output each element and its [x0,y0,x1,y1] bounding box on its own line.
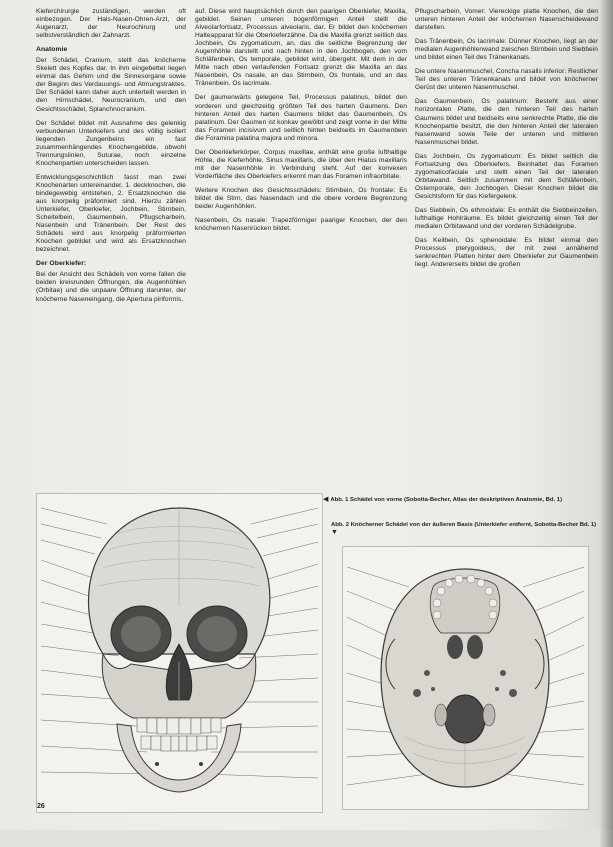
text-column-right [415,8,598,275]
paragraph: Entwicklungsgeschichtlich fasst man zwei Knochenarten untereinander, 1. deckknochen, die bindegewebig entstehen, 2. Ersatzknochen die aus knorpelig präformiert sind. Hierzu zählen Unterkiefer, Oberkiefer, Jochbein, Stirnbein, Scheitelbein, Gaumenbein, Pflugscharbein, Nasenbein und Tränenbein. Der Rest des Schädels wird aus knorpelig präformierten Knochen gebildet und wird als Ersatzknochen bezeichnet. [36,173,186,254]
skull-front-illustration [37,494,322,812]
paragraph: auf. Diese wird hauptsächlich durch den paarigen Oberkiefer, Maxilla, gebildet. Seinen unteren bogenförmigen Anteil stellt die Alveolarfortsatz, Processus alveolaris, dar. Er bildet den knöchernen Halteapparat für die Oberkieferzähne. Da die Maxilla grenzt seitlich das Jochbein, Os zygomaticum, an, das die seitliche Begrenzung der Augenhöhle darstellt und nach hinten in den Jochbogen, den vom Schläfenbein, Os temporale, gebildet wird, übergeht. Mit dem in der Mitte nach oben verlaufenden Fortsatz grenzt die Maxilla an das Nasenbein, Os nasale, an das Stirnbein, Os frontale, und an das Tränenbein, Os lacrimale. [195,8,407,88]
skull-base-illustration [343,547,588,809]
figure-skull-front [36,493,323,813]
paragraph: Weitere Knochen des Gesichtsschädels: Stirnbein, Os frontale: Es bildet die Stirn, das Nasendach und die obere vordere Begrenzung beider Augenhöhlen. [195,186,407,211]
text-column-middle [195,8,407,239]
paragraph: Das Keilbein, Os sphenoidale: Es bildet einmal den Processus pterygoideus, der mit zwei annähernd senkrechten Platten hinter dem Oberkiefer zur Gaumenbein liegt. Andererseits bildet die großen [415,237,598,269]
paragraph: Das Siebbein, Os ethmoidale: Es enthält die Siebbeinzellen, lufthaltige Hohlräume. Es bildet gleichzeitig einen Teil der medialen Orbitawand und der vorderen Schädelgrube. [415,206,598,231]
paragraph: Bei der Ansicht des Schädels von vorne fallen die beiden kreisrunden Öffnungen, die Augenhöhlen (Orbitae) und die unpaare Öffnung darunter, der knöcherne Naseneingang, die Apertura piriformis, [36,271,186,303]
binding-shadow [599,0,613,847]
figure-skull-base [342,546,589,810]
text-column-left [36,8,186,310]
section-heading-anatomie: Anatomie [36,46,68,54]
section-heading-oberkiefer: Der Oberkiefer: [36,260,87,268]
page-bottom-margin [0,830,613,847]
paragraph: Die untere Nasenmuschel, Concha nasalis inferior: Restlicher Teil des unteren Tränenkanals und bildet von knöcherner Gerüst der unteren Nasenmuschel. [415,68,598,92]
arrow-down-icon: ▼ [331,529,338,537]
arrow-left-icon: ◀ [323,496,329,503]
paragraph: Das Gaumenbein, Os palatinum: Besteht aus einer horizontalen Platte, die den hinteren Teil des harten Gaumens bildet und beidseits eine senkrechte Platte, die die Knochenpartie besitzt, die den hinteren Anteil der lateralen Nasenwand sowie Teile der unteren und mittleren Nasenmuschel bildet. [415,98,598,146]
paragraph: Der gaumenwärts gelegene Teil, Processus palatinus, bildet den vorderen und gleichzeitig größten Teil des harten Gaumens. Den hinteren Anteil des harten Gaumens bildet das Gaumenbein, Os palatinum. Der Gaumen ist konkav gewölbt und zeigt vorne in der Mitte das Foramen incisivum und seitlich hinten beidseits im Gaumenbein die Foramina palatina majora und minora. [195,94,407,142]
paragraph: Das Tränenbein, Os lacrimale: Dünner Knochen, liegt an der medialen Augenhöhlenwand zwischen Stirnbein und Siebbein und bildet einen Teil des Tränenkanals. [415,38,598,62]
figure-1-caption: ◀ Abb. 1 Schädel von vorne (Sobotta-Becher, Atlas der deskriptiven Anatomie, Bd. 1) [323,496,563,503]
paragraph: Das Jochbein, Os zygomaticum: Es bildet seitlich die Fortsetzung des Oberkiefers. Beinhaltet das Foramen zygomaticofaciale und stellt einen Teil der lateralen Orbitawand. Seitlich zusammen mit dem Schläfenbein, Ostemporale, den Jochbogen. Dieser Knochen bildet die Gesichtsform für das Kiefergelenk. [415,152,598,200]
paragraph: Kieferchirurgie zuständigen, werden oft einbezogen. Der Hals-Nasen-Ohren-Arzt, der Augenarzt, der Neurochirurg und selbstverständlich der Zahnarzt. [36,8,186,40]
paragraph: Der Schädel bildet mit Ausnahme des gelenkig verbundenen Unterkiefers und des völlig isoliert liegenden Zungenbeins ein fast zusammenhängendes Knochengebilde, obwohl Trennungslinien, Suturae, noch einzelne Knochenpartien unterscheiden lassen. [36,119,186,167]
page-number: 26 [37,803,45,810]
paragraph: Der Oberkieferkörper, Corpus maxillae, enthält eine große lufthaltige Höhle, die Kieferhöhle, Sinus maxillaris, die über den Hiatus maxillaris mit der Nasenhöhle in Verbindung steht. Auf der konvexen Vorderfläche des Oberkiefers erkennt man das Foramen infraorbitale. [195,148,407,180]
figure-2-caption: Abb. 2 Knöcherner Schädel von der äußeren Basis (Unterkiefer entfernt, Sobotta-Becher Bd. 1) ▼ [331,522,597,537]
paragraph: Nasenbein, Os nasale: Trapezförmiger paariger Knochen, der den knöchernen Nasenrücken bildet. [195,217,407,233]
paragraph: Der Schädel, Cranium, stellt das knöcherne Skelett des Kopfes dar. In ihm eingebettet liegen einmal das Gehirn und die Sinnesorgane sowie der Beginn des Verdauungs- und Atmungstraktes. Der Schädel kann daher auch unterteilt werden in den Hirnschädel, Neurocranium, und den Gesichtsschädel, Splanchnocranium. [36,57,186,113]
paragraph: Pflugscharbein, Vomer: Viereckige platte Knochen, die den unteren hinteren Anteil der knöchernen Nasenscheidewand darstellen. [415,8,598,32]
